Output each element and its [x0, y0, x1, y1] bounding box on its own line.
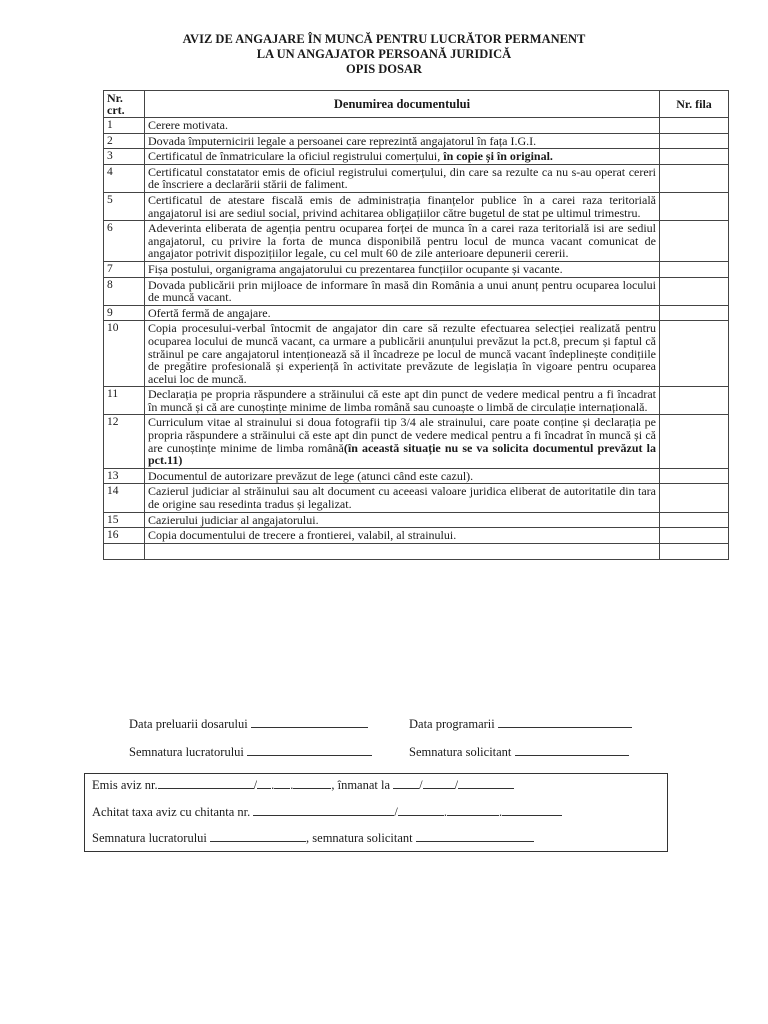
table-row — [104, 118, 729, 134]
row-number: 5 — [104, 192, 145, 220]
emis-aviz-number-line[interactable] — [158, 777, 254, 789]
table-row — [104, 387, 729, 415]
box-semnatura-lucratorului-line[interactable] — [210, 830, 306, 842]
document-header — [0, 32, 768, 77]
row-document-text: Documentul de autorizare prevăzut de lege (atunci când este cazul). — [148, 468, 474, 483]
table-row — [104, 133, 729, 149]
inmanat-month-line[interactable] — [423, 777, 455, 789]
row-document-text: Fișa postului, organigrama angajatorului cu prezentarea funcțiilor ocupante și vacante. — [148, 261, 563, 276]
data-programarii-label: Data programarii — [409, 717, 495, 731]
row-document-text: Declarația pe propria răspundere a străinului că este apt din punct de vedere medical pentru a fi încadrat în muncă și că are cunoștințe minime de limba română sau cunoaște o limbă de circulație internațională. — [148, 387, 656, 414]
row-number: 11 — [104, 387, 145, 415]
row-document-text: Cazierul judiciar al străinului sau alt document cu aceeasi valoare juridica eliberat de autoritatile din tara de origine sau resedinta tradus și legalizat. — [148, 484, 656, 512]
col-header-document: Denumirea documentului — [145, 91, 660, 118]
row-document-name — [145, 387, 660, 415]
row-nr-fila-cell[interactable] — [660, 277, 729, 305]
table-row — [104, 277, 729, 305]
row-document-text: Dovada publicării prin mijloace de informare în masă din România a unui anunț pentru ocuparea locului de muncă vacant. — [148, 277, 656, 305]
box-semnatura-lucratorului-label: Semnatura lucratorului — [92, 831, 207, 845]
table-row — [104, 149, 729, 165]
chitanta-number-line[interactable] — [253, 804, 394, 816]
header-title-line3: OPIS DOSAR — [345, 62, 423, 76]
table-body — [104, 118, 729, 560]
col-header-nr: Nr. crt. — [104, 91, 145, 118]
table-row — [104, 221, 729, 262]
row-nr-fila-cell[interactable] — [660, 468, 729, 484]
row-number: 2 — [104, 133, 145, 149]
data-preluarii-label: Data preluarii dosarului — [129, 717, 248, 731]
row-document-name — [145, 321, 660, 387]
row-number: 8 — [104, 277, 145, 305]
row-document-bold-text: (în această situație nu se va solicita documentul prevăzut la pct.11) — [148, 440, 656, 468]
row-document-name — [145, 468, 660, 484]
row-nr-fila-cell[interactable] — [660, 133, 729, 149]
row-nr-fila-cell[interactable] — [660, 484, 729, 512]
empty-cell[interactable] — [104, 543, 145, 559]
row-nr-fila-cell[interactable] — [660, 118, 729, 134]
emis-aviz-field: Emis aviz nr. / . . , înmanat la / / — [92, 777, 514, 793]
row-number: 15 — [104, 512, 145, 528]
row-number: 3 — [104, 149, 145, 165]
row-document-name — [145, 484, 660, 512]
semnatura-lucratorului-line[interactable] — [247, 744, 372, 756]
achitat-taxa-label: Achitat taxa aviz cu chitanta nr. — [92, 805, 251, 819]
row-document-text: Ofertă fermă de angajare. — [148, 305, 271, 320]
data-preluarii-field — [129, 716, 368, 732]
data-programarii-line[interactable] — [498, 716, 632, 728]
row-document-name — [145, 164, 660, 192]
chitanta-month-line[interactable] — [447, 804, 499, 816]
row-nr-fila-cell[interactable] — [660, 149, 729, 165]
row-document-text: Cerere motivata. — [148, 118, 228, 132]
table-row — [104, 415, 729, 468]
semnatura-lucratorului-label: Semnatura lucratorului — [129, 745, 244, 759]
row-nr-fila-cell[interactable] — [660, 192, 729, 220]
row-number: 14 — [104, 484, 145, 512]
avizare-box — [84, 773, 668, 852]
row-document-text: Curriculum vitae al strainului si doua fotografii tip 3/4 ale strainului, care poate conține și declarația pe propria răspundere a străinului că este apt din punct de vedere medical pentru a fi încadrat în muncă și că are cunoștințe minime de limba română — [148, 415, 656, 455]
row-document-bold-text: în copie și în original. — [440, 149, 553, 164]
table-row — [104, 192, 729, 220]
row-document-name — [145, 118, 660, 134]
row-document-text: Copia documentului de trecere a frontierei, valabil, al strainului. — [148, 528, 457, 543]
empty-cell[interactable] — [145, 543, 660, 559]
row-number: 4 — [104, 164, 145, 192]
row-nr-fila-cell[interactable] — [660, 512, 729, 528]
row-document-text: Cazierului judiciar al angajatorului. — [148, 512, 319, 527]
row-number: 10 — [104, 321, 145, 387]
row-nr-fila-cell[interactable] — [660, 305, 729, 321]
row-nr-fila-cell[interactable] — [660, 164, 729, 192]
header-title-line2: LA UN ANGAJATOR PERSOANĂ JURIDICĂ — [256, 47, 512, 61]
row-document-text: Dovada împuternicirii legale a persoanei care reprezintă angajatorul în fața I.G.I. — [148, 133, 537, 148]
table-row — [104, 321, 729, 387]
table-header-row — [104, 91, 729, 118]
table-row — [104, 484, 729, 512]
row-document-text: Copia procesului-verbal întocmit de angajator din care să rezulte efectuarea selecției realizată pentru ocuparea locului de muncă vacant, ca urmare a publicării anunțului prevăzut la pct.8, precum și faptul că străinul pe care angajatorul intenționează să il încadreze pe locul de muncă vacant îndeplinește condițiile de pregătire profesională și experiență în activitate prevăzute de legislația în vigoare pentru ocuparea acelui loc de muncă. — [148, 321, 656, 386]
row-nr-fila-cell[interactable] — [660, 387, 729, 415]
row-nr-fila-cell[interactable] — [660, 528, 729, 544]
table-row — [104, 468, 729, 484]
inmanat-year-line[interactable] — [458, 777, 514, 789]
row-document-name — [145, 221, 660, 262]
table-row — [104, 261, 729, 277]
row-document-name — [145, 277, 660, 305]
row-document-name — [145, 305, 660, 321]
emis-aviz-label: Emis aviz nr. — [92, 778, 158, 792]
semnatura-lucratorului-field — [129, 744, 372, 760]
row-nr-fila-cell[interactable] — [660, 321, 729, 387]
data-programarii-field — [409, 716, 632, 732]
table-row — [104, 528, 729, 544]
box-semnatura-solicitant-label: , semnatura solicitant — [306, 831, 413, 845]
row-document-text: Adeverinta eliberata de agenția pentru ocuparea forței de munca în a carei raza teritorială isi are sediul angajatorul, cu privire la forta de munca disponibilă pentru locul de munca vacant comunicat de angajator potrivit dispozițiilor legale, cu cel mult 60 de zile anterioare depunerii cererii. — [148, 221, 656, 261]
row-number: 7 — [104, 261, 145, 277]
row-document-name — [145, 512, 660, 528]
data-preluarii-line[interactable] — [251, 716, 368, 728]
row-number: 1 — [104, 118, 145, 134]
row-document-text: Certificatul de atestare fiscală emis de administrația finanțelor publice în a carei raza teritorială angajatorul isi are sediul social, privind achitarea obligațiilor către bugetul de stat pe ultimul trimestru. — [148, 192, 656, 220]
row-document-name — [145, 415, 660, 468]
row-number: 13 — [104, 468, 145, 484]
header-title-line1: AVIZ DE ANGAJARE ÎN MUNCĂ PENTRU LUCRĂTOR PERMANENT — [182, 32, 586, 46]
row-document-name — [145, 149, 660, 165]
row-number: 16 — [104, 528, 145, 544]
row-number: 12 — [104, 415, 145, 468]
row-document-name — [145, 192, 660, 220]
inmanat-day-line[interactable] — [393, 777, 419, 789]
emis-aviz-day-line[interactable] — [257, 777, 271, 789]
box-semnaturi-field — [92, 830, 534, 846]
semnatura-solicitant-label: Semnatura solicitant — [409, 745, 512, 759]
row-nr-fila-cell[interactable] — [660, 415, 729, 468]
row-nr-fila-cell[interactable] — [660, 261, 729, 277]
row-document-text: Certificatul constatator emis de oficiul registrului comerțului, din care sa rezulte ca nu s-au operat cereri de înscriere a declarării stării de faliment. — [148, 164, 656, 192]
col-header-fila: Nr. fila — [660, 91, 729, 118]
emis-aviz-year-line[interactable] — [293, 777, 331, 789]
semnatura-solicitant-line[interactable] — [515, 744, 629, 756]
inmanat-la-label: , înmanat la — [331, 778, 391, 792]
row-document-name — [145, 261, 660, 277]
emis-aviz-month-line[interactable] — [274, 777, 290, 789]
empty-cell[interactable] — [660, 543, 729, 559]
row-document-name — [145, 528, 660, 544]
table-row-empty — [104, 543, 729, 559]
row-number: 9 — [104, 305, 145, 321]
row-document-text: Certificatul de înmatriculare la oficiul registrului comerțului, — [148, 149, 441, 164]
row-document-name — [145, 133, 660, 149]
box-semnatura-solicitant-line[interactable] — [416, 830, 534, 842]
opis-table — [103, 90, 729, 560]
table-row — [104, 164, 729, 192]
row-nr-fila-cell[interactable] — [660, 221, 729, 262]
chitanta-year-line[interactable] — [502, 804, 562, 816]
chitanta-day-line[interactable] — [398, 804, 444, 816]
achitat-taxa-field: Achitat taxa aviz cu chitanta nr. / . . — [92, 804, 562, 820]
table-row — [104, 305, 729, 321]
semnatura-solicitant-field — [409, 744, 629, 760]
row-number: 6 — [104, 221, 145, 262]
table-row — [104, 512, 729, 528]
